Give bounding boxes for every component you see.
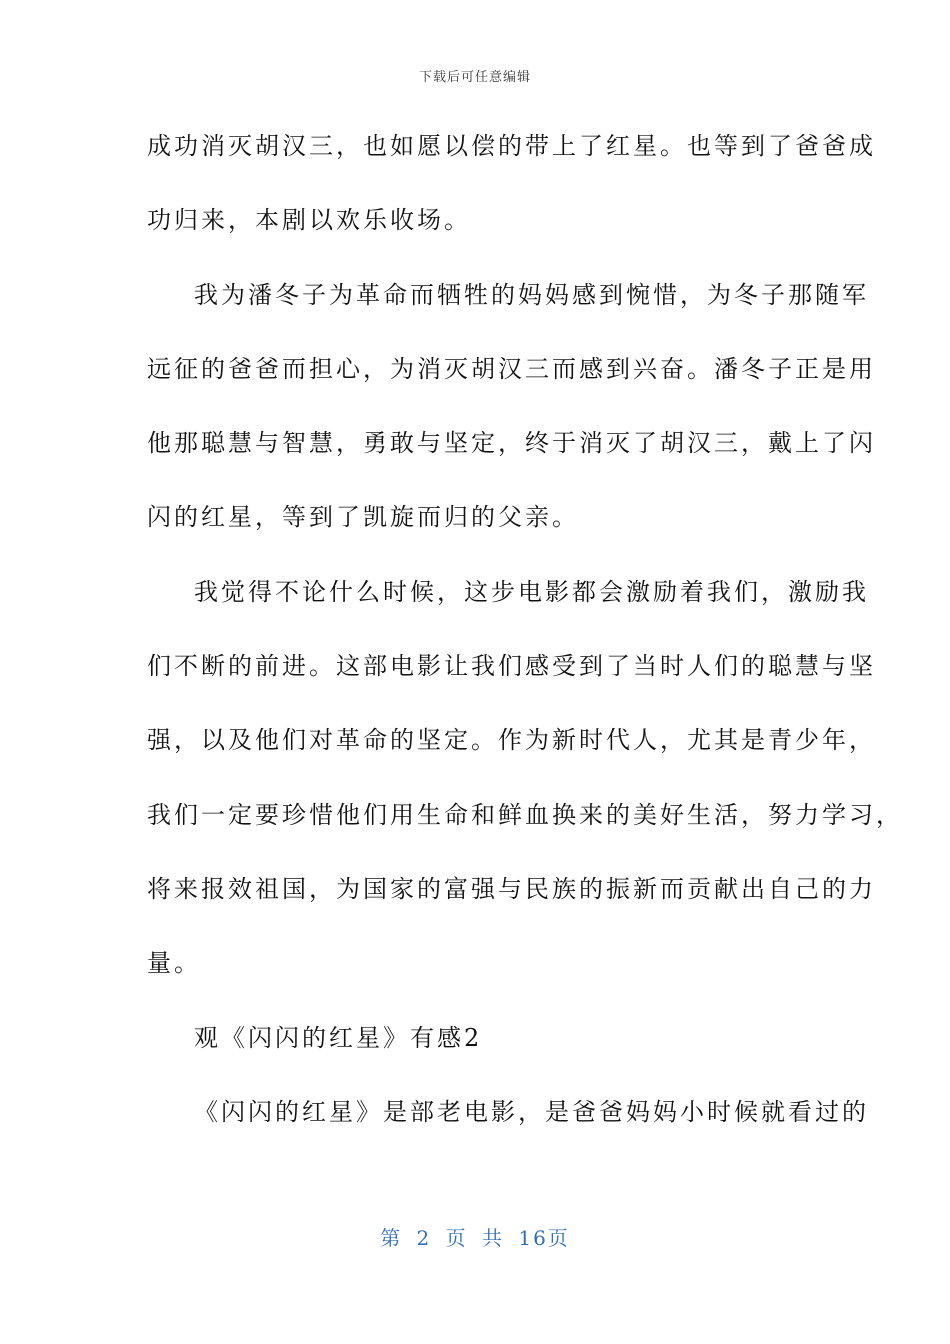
- page-number-footer: 第 2 页 共 16页: [380, 1226, 570, 1250]
- text-line: 们不断的前进。这部电影让我们感受到了当时人们的聪慧与坚: [147, 652, 876, 681]
- document-body: [147, 124, 903, 1164]
- text-line: 远征的爸爸而担心，为消灭胡汉三而感到兴奋。潘冬子正是用: [147, 354, 876, 383]
- text-line: 功归来，本剧以欢乐收场。: [147, 206, 471, 235]
- text-line: 他那聪慧与智慧，勇敢与坚定，终于消灭了胡汉三，戴上了闪: [147, 429, 876, 458]
- paragraph-start-line: 《闪闪的红星》是部老电影，是爸爸妈妈小时候就看过的: [194, 1097, 869, 1126]
- text-line: 强，以及他们对革命的坚定。作为新时代人，尤其是青少年，: [147, 726, 876, 755]
- text-line: 成功消灭胡汉三，也如愿以偿的带上了红星。也等到了爸爸成: [147, 132, 876, 160]
- text-line: 闪的红星，等到了凯旋而归的父亲。: [147, 503, 579, 532]
- text-line: 将来报效祖国，为国家的富强与民族的振新而贡献出自己的力: [147, 874, 876, 903]
- section-heading: 观《闪闪的红星》有感2: [194, 1023, 483, 1052]
- paragraph-start-line: 我觉得不论什么时候，这步电影都会激励着我们，激励我: [194, 577, 869, 606]
- text-line: 量。: [147, 949, 201, 978]
- text-line: 我们一定要珍惜他们用生命和鲜血换来的美好生活，努力学习，: [147, 800, 903, 829]
- page-header: 下载后可任意编辑: [418, 70, 531, 85]
- paragraph-start-line: 我为潘冬子为革命而牺牲的妈妈感到惋惜，为冬子那随军: [194, 280, 869, 309]
